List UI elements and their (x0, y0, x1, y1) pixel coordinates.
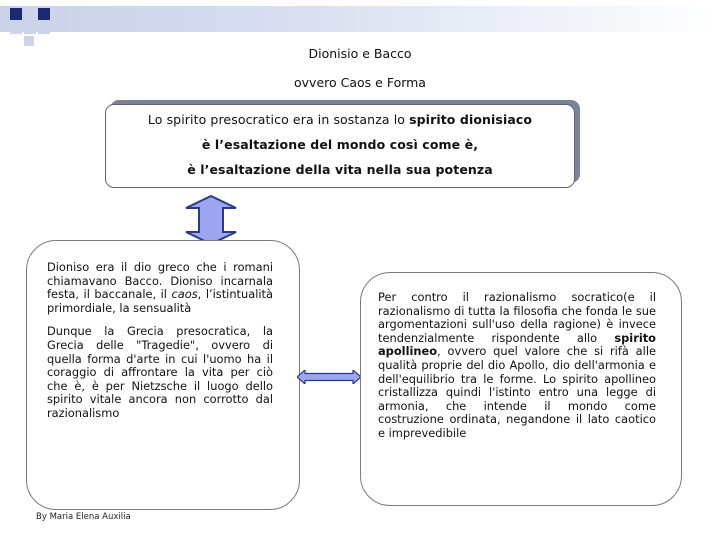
corner-square-icon (24, 8, 36, 20)
header-band (0, 6, 720, 32)
corner-square-icon (10, 22, 22, 34)
apollineo-paragraph (378, 291, 656, 441)
top-box-line-1-bold: spirito dionisiaco (409, 112, 533, 127)
corner-square-icon (24, 22, 36, 34)
dionisiaco-box (105, 98, 575, 188)
arrow-shape (186, 196, 236, 244)
dioniso-paragraph-1-italic: caos (171, 287, 198, 302)
dioniso-paragraph-1-text: Dioniso era il dio greco che i romani chiamavano Bacco. Dioniso incarnala festa, il baccanale, il (47, 260, 273, 302)
arrow-shape (297, 370, 361, 384)
corner-square-icon (24, 36, 34, 46)
corner-square-icon (10, 8, 22, 20)
corner-square-icon (38, 22, 50, 34)
page-subtitle: ovvero Caos e Forma (294, 75, 426, 90)
apollineo-text-b: , ovvero quel valore che si rifà alle qualità proprie del dio Apollo, dio dell'armonia e dell'equilibrio tra le forme. Lo spirito apollineo cristallizza quindi l'istinto entro una legge di armonia, che intende il mondo come costruzione ordinata, negandone il lato caotico e imprevedibile (378, 344, 656, 440)
horizontal-double-arrow-icon (297, 370, 361, 384)
top-box-line-1 (106, 112, 574, 127)
dioniso-paragraph-2: Dunque la Grecia presocratica, la Grecia delle "Tragedie", ovvero di quella forma d'arte in cui l'uomo ha il coraggio di affrontare la vita per ciò che è, è per Nietzsche il luogo dello spirito vitale ancora non corrotto dal razionalismo (47, 324, 273, 420)
apollineo-text-a: Per contro il razionalismo socratico(e il razionalismo di tutta la filosofia che fonda le sue argomentazioni sull'uso della ragione) è invece tendenzialmente rispondente allo (378, 290, 656, 345)
author-credit: By Maria Elena Auxilia (36, 512, 131, 522)
dioniso-box-text (47, 261, 273, 421)
top-box-line-1-text: Lo spirito presocratico era in sostanza lo (147, 112, 410, 127)
dioniso-paragraph-1-end: , l’istintualità primordiale, la sensualità (47, 287, 273, 315)
box-face (105, 104, 575, 188)
top-box-line-2: è l’esaltazione del mondo così come è, (201, 137, 479, 152)
apollineo-box-text (378, 291, 656, 441)
double-headed-vertical-arrow-icon (180, 195, 242, 245)
dioniso-paragraph-1 (47, 261, 273, 315)
apollineo-text-bold: spirito apollineo (378, 330, 656, 359)
top-box-line-3: è l’esaltazione della vita nella sua potenza (187, 162, 493, 177)
corner-square-icon (38, 8, 50, 20)
page-title: Dionisio e Bacco (308, 46, 412, 61)
